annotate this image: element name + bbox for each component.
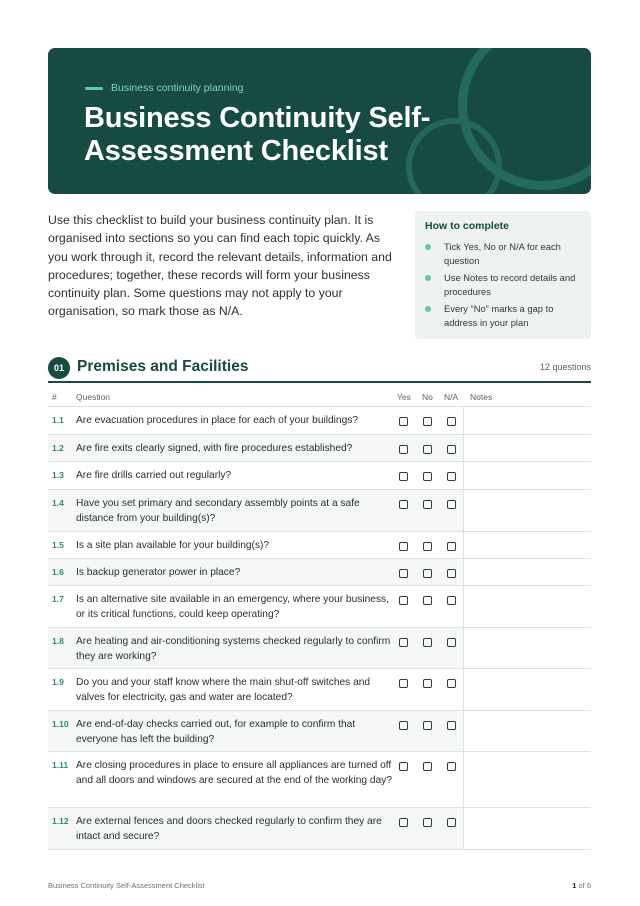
- yes-checkbox[interactable]: [399, 445, 408, 454]
- yes-checkbox[interactable]: [399, 679, 408, 688]
- question-text: Are closing procedures in place to ensure all appliances are turned off and all doors and windows are secured at the end of the working day?: [76, 760, 393, 787]
- na-checkbox[interactable]: [447, 542, 456, 551]
- question-number: 1.6: [52, 567, 64, 577]
- na-checkbox[interactable]: [447, 417, 456, 426]
- notes-cell[interactable]: [463, 586, 591, 627]
- notes-cell[interactable]: [463, 462, 591, 489]
- intro-text: Use this checklist to build your business continuity plan. It is organised into sections so you can find each topic quickly. As you work through it, record the relevant details, information and procedures; together, these records will form your business continuity plan. Some questions may not apply to your organisation, so mark those as N/A.: [48, 213, 392, 319]
- question-text: Are external fences and doors checked regularly to confirm they are intact and secure?: [76, 816, 382, 843]
- no-checkbox[interactable]: [423, 542, 432, 551]
- question-text: Is an alternative site available in an emergency, where your business, or its critical functions, could keep operating?: [76, 594, 389, 621]
- how-to-item: Tick Yes, No or N/A for each question: [425, 240, 581, 267]
- yes-checkbox[interactable]: [399, 500, 408, 509]
- question-number: 1.2: [52, 443, 64, 453]
- bullet-icon: [425, 306, 431, 312]
- page-title: Business Continuity Self-Assessment Checklist: [84, 102, 431, 167]
- how-to-complete-box: [415, 211, 591, 339]
- bullet-icon: [425, 244, 431, 250]
- na-checkbox[interactable]: [447, 721, 456, 730]
- table-row: [48, 462, 591, 490]
- na-checkbox[interactable]: [447, 762, 456, 771]
- table-row: [48, 628, 591, 669]
- table-row: [48, 532, 591, 559]
- na-checkbox[interactable]: [447, 818, 456, 827]
- question-text: Have you set primary and secondary assembly points at a safe distance from your building(s)?: [76, 498, 360, 525]
- column-header-notes: Notes: [470, 392, 493, 402]
- no-checkbox[interactable]: [423, 596, 432, 605]
- question-number: 1.10: [52, 719, 69, 729]
- hero-banner: [48, 48, 591, 194]
- yes-checkbox[interactable]: [399, 638, 408, 647]
- table-row: [48, 586, 591, 628]
- notes-cell[interactable]: [463, 752, 591, 807]
- table-header: [48, 384, 591, 407]
- yes-checkbox[interactable]: [399, 542, 408, 551]
- yes-checkbox[interactable]: [399, 417, 408, 426]
- eyebrow-dash-icon: [85, 87, 103, 90]
- question-number: 1.7: [52, 594, 64, 604]
- footer-document-title: Business Continuity Self-Assessment Checklist: [48, 881, 205, 890]
- notes-cell[interactable]: [463, 532, 591, 558]
- question-text: Do you and your staff know where the main shut-off switches and valves for electricity, gas and water are located?: [76, 677, 371, 704]
- na-checkbox[interactable]: [447, 638, 456, 647]
- no-checkbox[interactable]: [423, 569, 432, 578]
- na-checkbox[interactable]: [447, 679, 456, 688]
- na-checkbox[interactable]: [447, 596, 456, 605]
- question-number: 1.1: [52, 415, 64, 425]
- section-title: Premises and Facilities: [77, 358, 249, 375]
- notes-cell[interactable]: [463, 808, 591, 849]
- no-checkbox[interactable]: [423, 762, 432, 771]
- checklist-table: [48, 407, 591, 850]
- yes-checkbox[interactable]: [399, 596, 408, 605]
- question-number: 1.5: [52, 540, 64, 550]
- total-pages: of 6: [578, 881, 591, 890]
- no-checkbox[interactable]: [423, 818, 432, 827]
- eyebrow-label: Business continuity planning: [111, 82, 244, 94]
- question-number: 1.3: [52, 470, 64, 480]
- yes-checkbox[interactable]: [399, 472, 408, 481]
- no-checkbox[interactable]: [423, 638, 432, 647]
- section-number-badge: 01: [48, 357, 70, 379]
- question-text: Are fire drills carried out regularly?: [76, 470, 232, 481]
- notes-cell[interactable]: [463, 407, 591, 434]
- na-checkbox[interactable]: [447, 445, 456, 454]
- na-checkbox[interactable]: [447, 472, 456, 481]
- na-checkbox[interactable]: [447, 500, 456, 509]
- no-checkbox[interactable]: [423, 445, 432, 454]
- notes-cell[interactable]: [463, 628, 591, 668]
- table-row: [48, 711, 591, 752]
- question-number: 1.4: [52, 498, 64, 508]
- yes-checkbox[interactable]: [399, 818, 408, 827]
- no-checkbox[interactable]: [423, 721, 432, 730]
- question-text: Are evacuation procedures in place for each of your buildings?: [76, 415, 359, 426]
- question-text: Is backup generator power in place?: [76, 567, 241, 578]
- notes-cell[interactable]: [463, 669, 591, 710]
- table-row: [48, 559, 591, 586]
- na-checkbox[interactable]: [447, 569, 456, 578]
- current-page: 1: [572, 881, 577, 890]
- table-row: [48, 752, 591, 808]
- eyebrow: [85, 82, 244, 94]
- table-row: [48, 808, 591, 850]
- column-header-question: Question: [76, 392, 111, 402]
- question-number: 1.12: [52, 816, 69, 826]
- question-text: Are fire exits clearly signed, with fire procedures established?: [76, 443, 353, 454]
- yes-checkbox[interactable]: [399, 762, 408, 771]
- notes-cell[interactable]: [463, 435, 591, 461]
- question-text: Is a site plan available for your building(s)?: [76, 540, 270, 551]
- how-to-title: How to complete: [425, 220, 510, 232]
- table-row: [48, 490, 591, 532]
- no-checkbox[interactable]: [423, 472, 432, 481]
- question-number: 1.11: [52, 760, 69, 770]
- column-header-na: N/A: [444, 392, 459, 402]
- table-row: [48, 669, 591, 711]
- bullet-icon: [425, 275, 431, 281]
- notes-cell[interactable]: [463, 490, 591, 531]
- table-row: [48, 407, 591, 435]
- how-to-item: Every “No” marks a gap to address in your plan: [425, 302, 581, 329]
- question-text: Are heating and air-conditioning systems checked regularly to confirm they are working?: [76, 636, 391, 663]
- no-checkbox[interactable]: [423, 500, 432, 509]
- section-header: [48, 356, 591, 383]
- yes-checkbox[interactable]: [399, 569, 408, 578]
- column-header-yes: Yes: [397, 392, 411, 402]
- notes-cell[interactable]: [463, 559, 591, 585]
- column-header-number: #: [52, 392, 57, 402]
- question-number: 1.8: [52, 636, 64, 646]
- question-count: 12 questions: [539, 362, 591, 372]
- yes-checkbox[interactable]: [399, 721, 408, 730]
- question-number: 1.9: [52, 677, 64, 687]
- question-text: Are end-of-day checks carried out, for example to confirm that everyone has left the building?: [76, 719, 356, 746]
- no-checkbox[interactable]: [423, 679, 432, 688]
- notes-cell[interactable]: [463, 711, 591, 751]
- column-header-no: No: [422, 392, 433, 402]
- table-row: [48, 435, 591, 462]
- no-checkbox[interactable]: [423, 417, 432, 426]
- footer-page-indicator: [572, 881, 591, 890]
- how-to-item: Use Notes to record details and procedures: [425, 271, 581, 298]
